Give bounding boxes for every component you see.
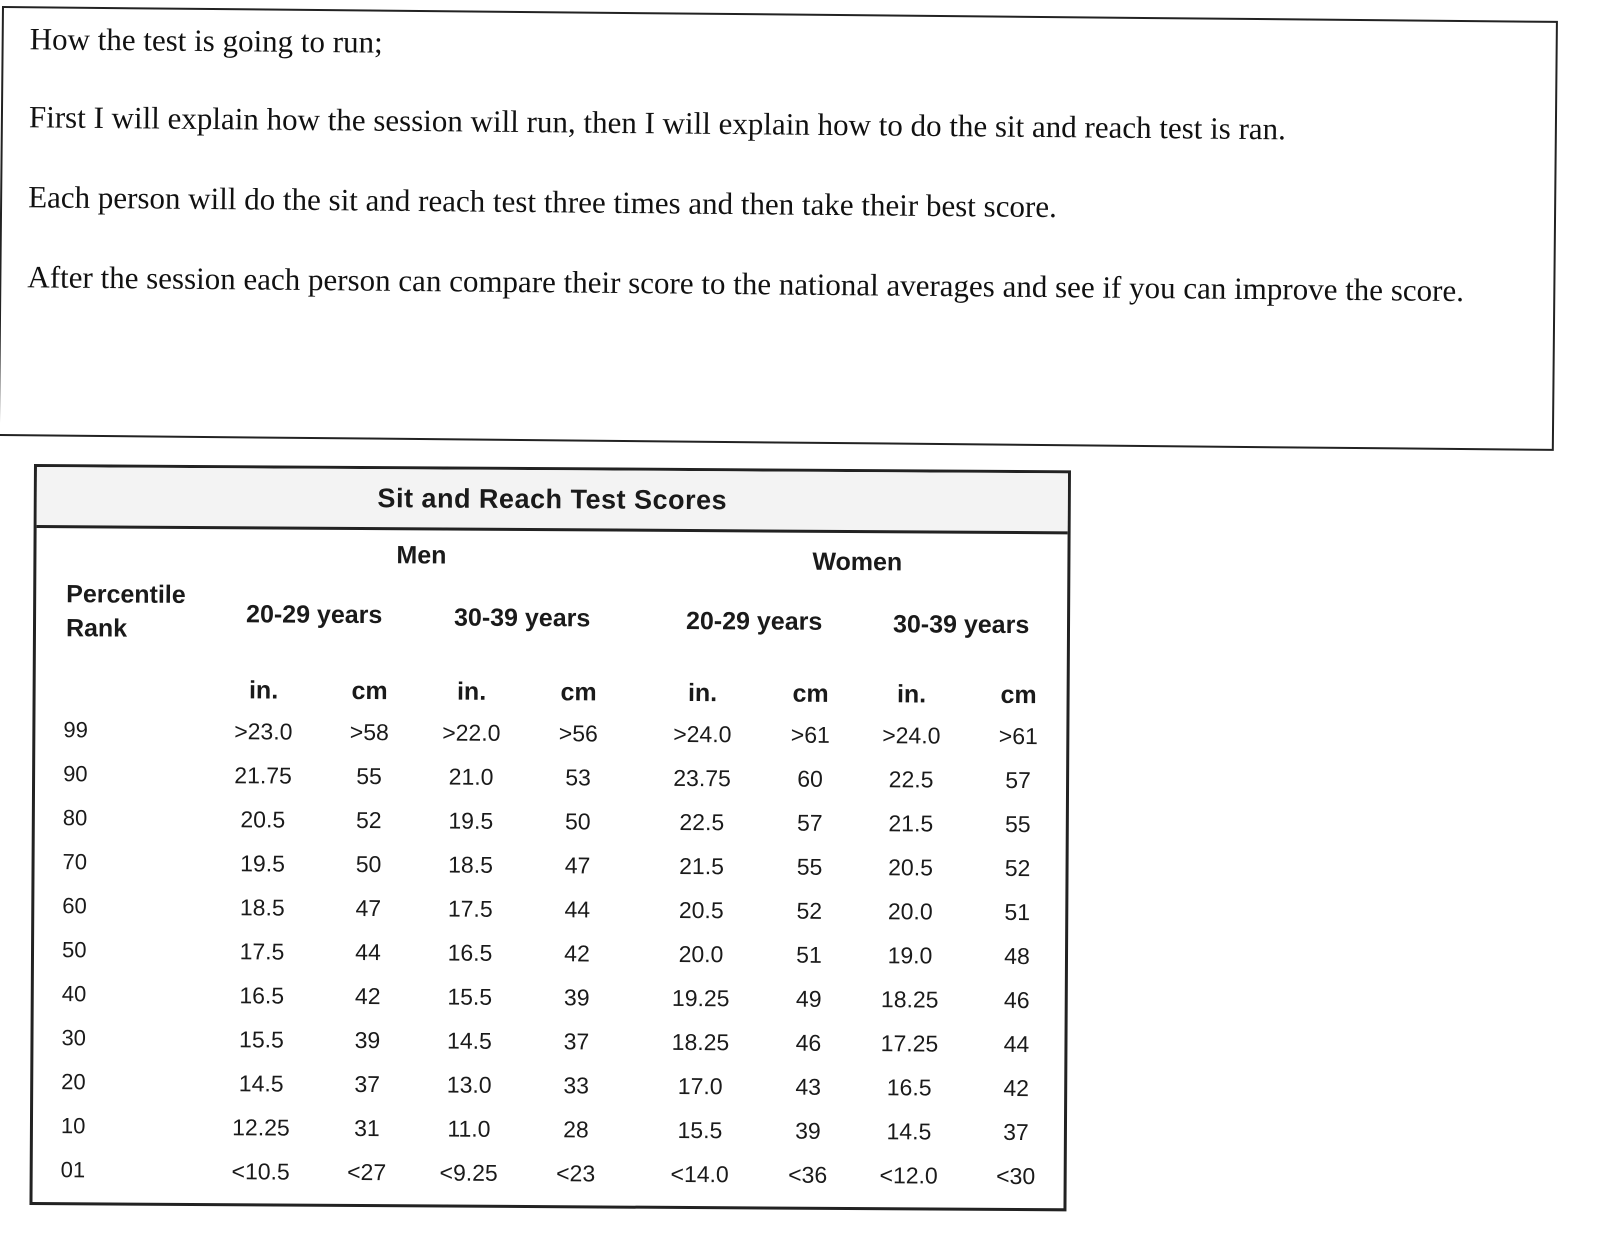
- rank-header-line: Rank: [65, 614, 128, 643]
- score-cell: >24.0: [673, 720, 732, 748]
- table-title: Sit and Reach Test Scores: [37, 467, 1068, 534]
- group-header-women: Women: [812, 547, 903, 577]
- score-cell: 13.0: [446, 1071, 492, 1098]
- score-cell: 14.5: [886, 1118, 932, 1145]
- score-cell: <9.25: [439, 1159, 498, 1186]
- unit-header: cm: [351, 676, 388, 706]
- score-cell: 51: [796, 941, 822, 968]
- score-cell: 31: [354, 1114, 380, 1142]
- score-cell: 52: [1004, 854, 1031, 882]
- score-cell: 46: [1003, 986, 1030, 1014]
- score-cell: 53: [565, 764, 591, 791]
- score-cell: <12.0: [879, 1162, 938, 1189]
- score-cell: >22.0: [442, 719, 501, 746]
- score-cell: >56: [558, 720, 598, 747]
- percentile-rank: 40: [61, 981, 87, 1007]
- score-cell: 19.0: [887, 942, 933, 969]
- score-cell: <27: [347, 1158, 387, 1186]
- score-cell: 44: [1003, 1030, 1030, 1058]
- score-cell: 16.5: [886, 1074, 932, 1101]
- unit-header: cm: [560, 678, 597, 707]
- score-cell: 55: [1004, 810, 1031, 838]
- score-cell: 19.5: [448, 807, 494, 834]
- percentile-rank: 30: [61, 1025, 87, 1051]
- score-cell: 50: [564, 808, 591, 835]
- score-cell: 47: [355, 894, 382, 922]
- score-cell: 39: [354, 1026, 381, 1054]
- instructions-box: [0, 6, 1558, 451]
- score-cell: 44: [355, 938, 381, 966]
- score-cell: 46: [795, 1029, 822, 1056]
- score-cell: 52: [355, 806, 382, 834]
- score-cell: 39: [795, 1117, 821, 1144]
- percentile-rank: 80: [62, 805, 88, 831]
- score-cell: 20.5: [240, 806, 286, 833]
- score-cell: 39: [563, 984, 590, 1011]
- score-cell: 51: [1004, 898, 1031, 926]
- score-cell: 52: [796, 897, 823, 924]
- score-cell: 55: [796, 853, 823, 880]
- age-header: 30-39 years: [453, 603, 591, 633]
- score-cell: >61: [998, 722, 1038, 750]
- scores-table: [29, 464, 1071, 1211]
- score-cell: 17.25: [880, 1030, 939, 1057]
- score-cell: 43: [795, 1073, 822, 1100]
- instructions-paragraph: First I will explain how the session will run, then I will explain how to do the sit and reach test is ran.: [28, 99, 1287, 147]
- unit-header: in.: [687, 678, 718, 708]
- score-cell: <36: [788, 1161, 828, 1188]
- score-cell: 19.25: [671, 984, 730, 1012]
- score-cell: 20.0: [887, 898, 933, 925]
- percentile-rank: 20: [61, 1069, 86, 1095]
- score-cell: 42: [564, 940, 590, 967]
- score-cell: 50: [355, 850, 382, 878]
- unit-header: in.: [896, 680, 927, 709]
- instructions-paragraph: Each person will do the sit and reach test three times and then take their best score.: [28, 179, 1057, 225]
- score-cell: 20.5: [678, 896, 724, 924]
- score-cell: 42: [354, 982, 381, 1010]
- percentile-rank: 50: [61, 937, 87, 963]
- score-cell: 21.75: [234, 762, 292, 789]
- age-header: 20-29 years: [246, 600, 383, 630]
- score-cell: <14.0: [670, 1160, 729, 1188]
- rank-header-line: Percentile: [66, 580, 186, 609]
- percentile-rank: 01: [60, 1157, 86, 1183]
- score-cell: 14.5: [447, 1027, 492, 1054]
- score-cell: 21.0: [448, 763, 494, 790]
- score-cell: 37: [1003, 1118, 1029, 1146]
- score-cell: 20.5: [888, 854, 934, 881]
- score-cell: 14.5: [238, 1070, 284, 1097]
- score-cell: 42: [1003, 1074, 1030, 1102]
- score-cell: >24.0: [882, 722, 941, 749]
- score-cell: 18.5: [239, 894, 285, 921]
- score-cell: 37: [354, 1070, 381, 1098]
- score-cell: >61: [790, 721, 830, 748]
- score-cell: 18.25: [880, 986, 939, 1013]
- instructions-heading: How the test is going to run;: [29, 21, 383, 60]
- score-cell: 21.5: [888, 810, 934, 837]
- percentile-rank: 70: [62, 849, 88, 875]
- score-cell: 48: [1004, 942, 1030, 970]
- instructions-paragraph: After the session each person can compare their score to the national averages and see if you can improve the score.: [27, 259, 1465, 309]
- score-cell: 22.5: [888, 766, 934, 793]
- score-cell: 15.5: [677, 1116, 723, 1144]
- score-cell: 23.75: [673, 764, 731, 792]
- score-cell: 22.5: [679, 808, 725, 836]
- unit-header: cm: [1000, 680, 1037, 710]
- score-cell: 44: [564, 896, 591, 923]
- score-cell: <23: [556, 1160, 596, 1187]
- score-cell: 20.0: [678, 940, 724, 968]
- age-header: 20-29 years: [685, 606, 823, 636]
- score-cell: 55: [356, 762, 382, 790]
- unit-header: in.: [456, 677, 487, 706]
- score-cell: 18.5: [448, 851, 494, 878]
- score-cell: 17.5: [239, 938, 285, 965]
- score-cell: 16.5: [447, 939, 493, 966]
- score-cell: >23.0: [234, 718, 293, 745]
- rank-header: [66, 577, 186, 646]
- score-cell: <30: [996, 1162, 1036, 1190]
- score-cell: 60: [797, 765, 823, 792]
- score-cell: 16.5: [239, 982, 285, 1009]
- score-cell: 15.5: [447, 983, 493, 1010]
- score-cell: >58: [349, 718, 389, 746]
- score-cell: 15.5: [239, 1026, 284, 1053]
- score-cell: 49: [795, 985, 822, 1012]
- score-cell: 18.25: [671, 1028, 730, 1056]
- score-cell: 33: [563, 1072, 590, 1099]
- score-cell: 57: [1005, 766, 1031, 794]
- percentile-rank: 99: [63, 717, 88, 743]
- unit-header: cm: [792, 679, 829, 708]
- score-cell: 21.5: [679, 852, 725, 880]
- score-cell: 12.25: [232, 1114, 290, 1141]
- score-cell: 11.0: [447, 1115, 491, 1142]
- score-cell: 57: [796, 809, 823, 836]
- score-cell: 47: [564, 852, 591, 879]
- percentile-rank: 90: [63, 761, 88, 787]
- score-cell: 28: [563, 1116, 589, 1143]
- group-header-men: Men: [396, 541, 447, 570]
- percentile-rank: 10: [60, 1113, 86, 1139]
- score-cell: 37: [563, 1028, 590, 1055]
- score-cell: 17.0: [677, 1072, 723, 1100]
- score-cell: <10.5: [231, 1158, 290, 1185]
- percentile-rank: 60: [62, 893, 87, 919]
- score-cell: 19.5: [240, 850, 286, 877]
- score-cell: 17.5: [447, 895, 493, 922]
- age-header: 30-39 years: [892, 610, 1030, 640]
- unit-header: in.: [248, 676, 279, 705]
